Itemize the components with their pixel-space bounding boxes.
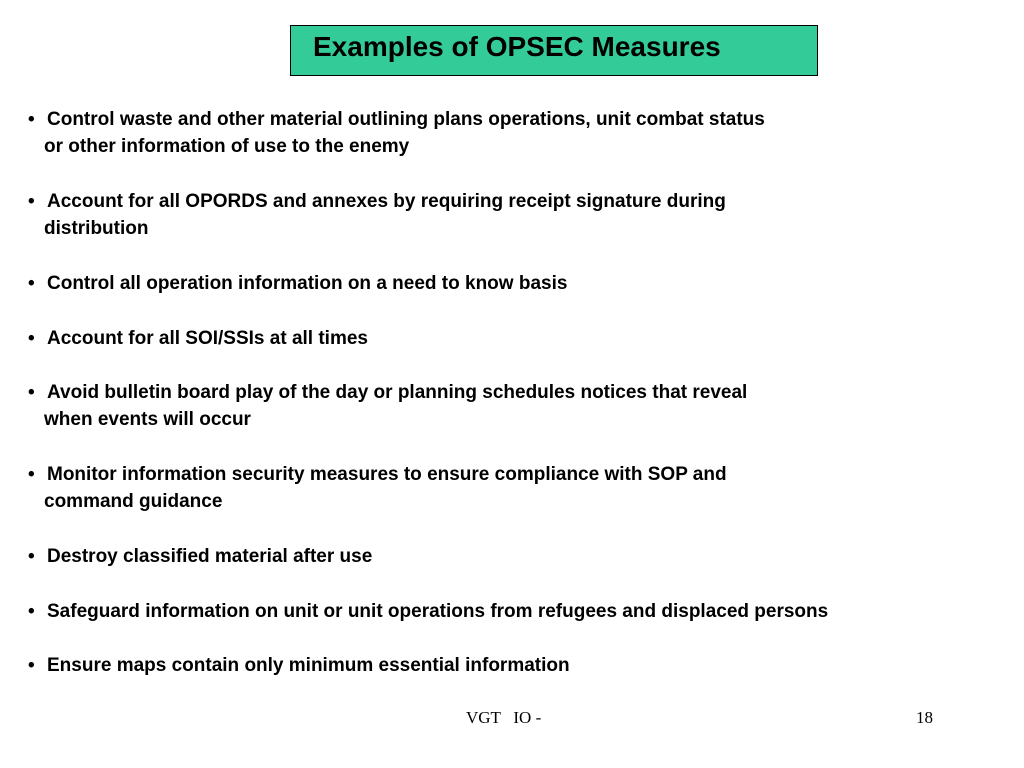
footer-label: VGT IO - — [466, 708, 542, 727]
bullet-item — [28, 106, 1018, 160]
bullet-dot-icon: • — [28, 328, 35, 349]
bullet-item — [28, 461, 1018, 515]
bullet-text: Monitor information security measures to ensure compliance with SOP and — [47, 464, 727, 485]
bullet-item — [28, 325, 1018, 352]
bullet-text-continuation: or other information of use to the enemy — [44, 136, 410, 157]
bullet-text: Account for all OPORDS and annexes by requiring receipt signature during — [47, 191, 726, 212]
bullet-text: Safeguard information on unit or unit operations from refugees and displaced persons — [47, 601, 829, 622]
bullet-text-continuation: when events will occur — [44, 409, 251, 430]
bullet-dot-icon: • — [28, 601, 35, 622]
bullet-text-continuation: command guidance — [44, 491, 223, 512]
bullet-dot-icon: • — [28, 191, 35, 212]
bullet-dot-icon: • — [28, 464, 35, 485]
bullet-dot-icon: • — [28, 273, 35, 294]
slide-title: Examples of OPSEC Measures — [313, 31, 721, 62]
bullet-item — [28, 379, 1018, 433]
page-number: 18 — [916, 708, 933, 727]
bullet-text: Account for all SOI/SSIs at all times — [47, 328, 368, 349]
bullet-item — [28, 188, 1018, 242]
bullet-text: Control all operation information on a need to know basis — [47, 273, 568, 294]
bullet-text-continuation: distribution — [44, 218, 149, 239]
bullet-text: Avoid bulletin board play of the day or planning schedules notices that reveal — [47, 382, 748, 403]
bullet-item — [28, 598, 1018, 625]
bullet-text: Control waste and other material outlining plans operations, unit combat status — [47, 109, 765, 130]
bullet-text: Ensure maps contain only minimum essential information — [47, 655, 570, 676]
bullet-dot-icon: • — [28, 109, 35, 130]
bullet-dot-icon: • — [28, 655, 35, 676]
bullet-dot-icon: • — [28, 382, 35, 403]
bullet-dot-icon: • — [28, 546, 35, 567]
title-box — [290, 25, 818, 76]
bullet-item — [28, 270, 1018, 297]
bullet-text: Destroy classified material after use — [47, 546, 373, 567]
bullet-item — [28, 543, 1018, 570]
bullet-item — [28, 652, 1018, 679]
